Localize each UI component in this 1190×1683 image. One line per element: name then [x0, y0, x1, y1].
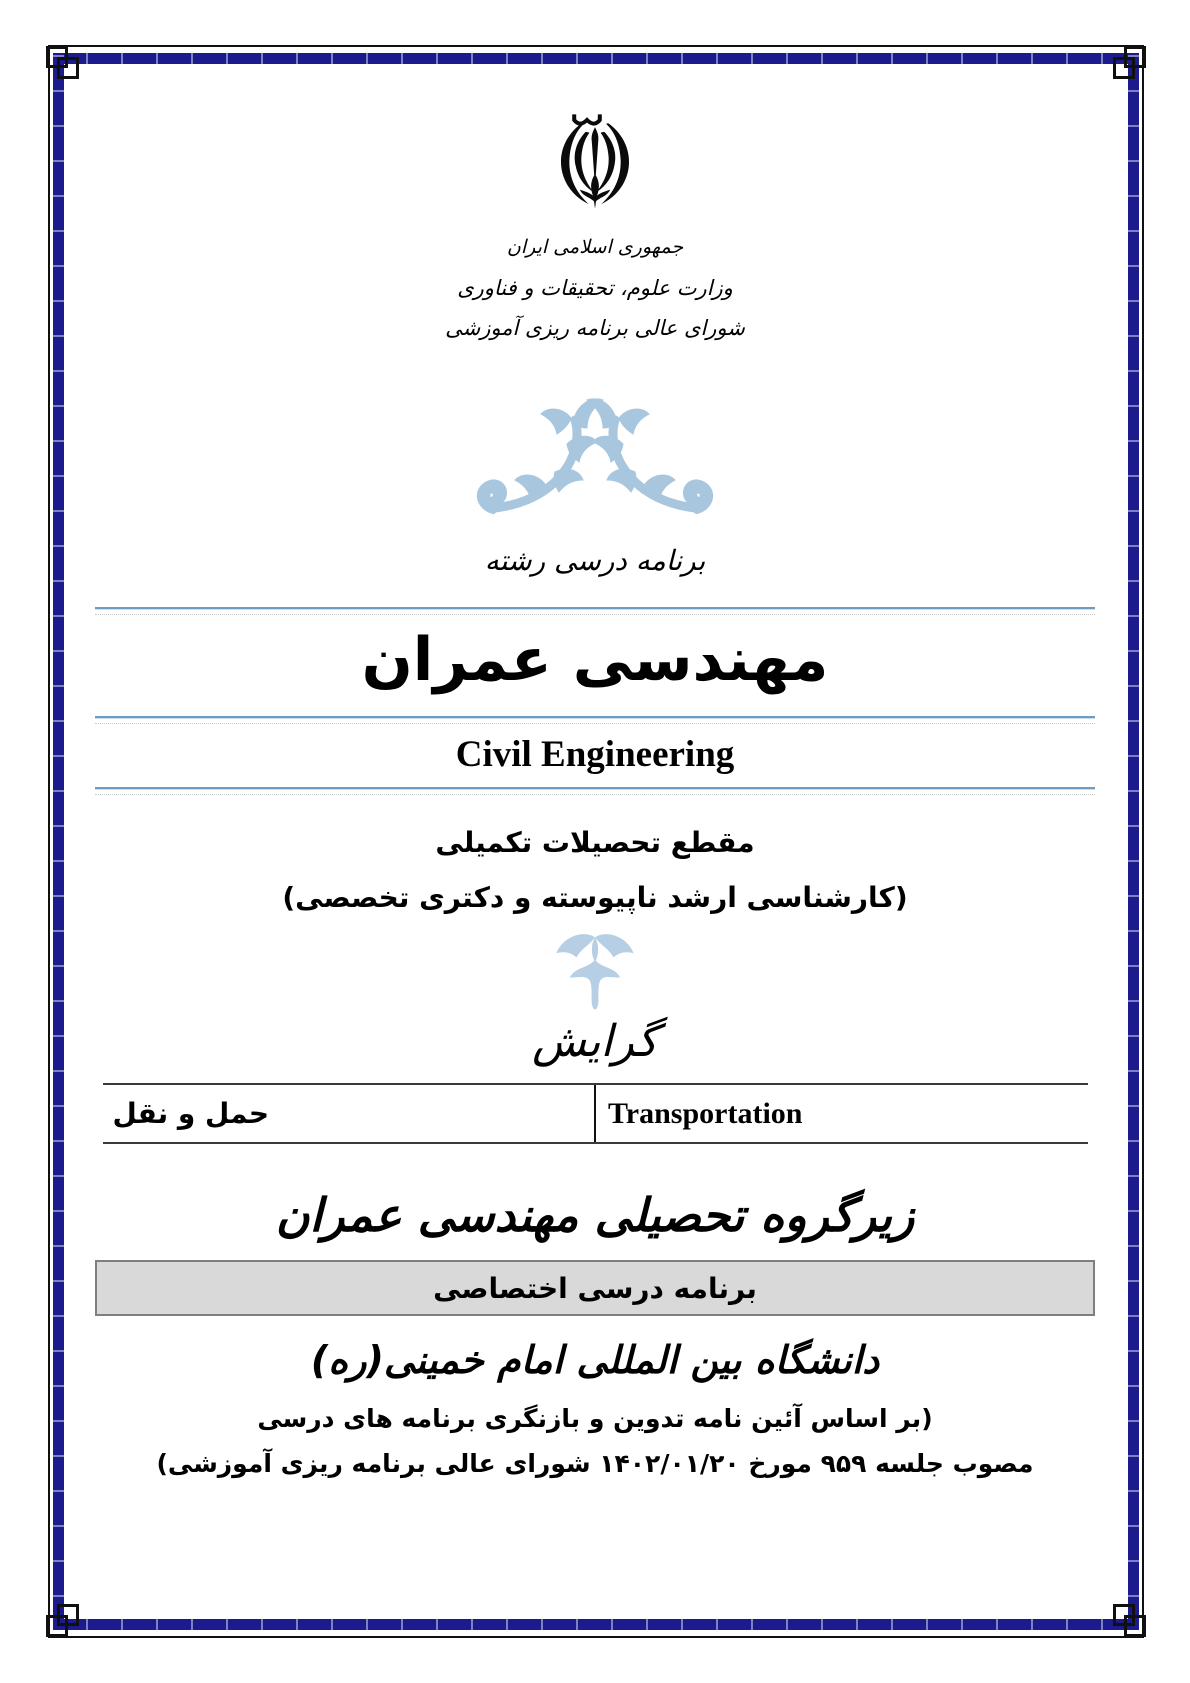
divider-rule: [95, 607, 1095, 610]
corner-ornament-icon: [1113, 57, 1135, 79]
page-border-band-left: [53, 53, 64, 1630]
header-ministry-line: وزارت علوم، تحقیقات و فناوری: [457, 276, 733, 300]
orientation-label: گرایش: [532, 1016, 658, 1068]
banner-bar: [95, 1260, 1095, 1316]
university-title: دانشگاه بین المللی امام خمینی(ره): [310, 1338, 880, 1383]
orientation-cell-fa: [103, 1085, 597, 1142]
footnote-line-2: مصوب جلسه ۹۵۹ مورخ ۱۴۰۲/۰۱/۲۰ شورای عالی برنامه ریزی آموزشی): [156, 1449, 1034, 1479]
level-title: مقطع تحصیلات تکمیلی: [435, 826, 755, 860]
divider-rule: [95, 716, 1095, 719]
orientation-cell-en: [596, 1085, 1088, 1142]
page-border-band-bottom: [53, 1619, 1139, 1630]
page-title-fa: مهندسی عمران: [361, 625, 829, 695]
orientation-value-fa: حمل و نقل: [112, 1097, 270, 1131]
header-council-line: شورای عالی برنامه ریزی آموزشی: [445, 316, 745, 340]
page-border-band-right: [1128, 53, 1139, 1630]
footnote-line-1: (بر اساس آئین نامه تدوین و بازنگری برنامه های درسی: [257, 1404, 933, 1434]
program-label: برنامه درسی رشته: [484, 544, 706, 577]
subgroup-title: زیرگروه تحصیلی مهندسی عمران: [275, 1188, 915, 1243]
orientation-table: [103, 1083, 1088, 1144]
corner-ornament-icon: [1113, 1604, 1135, 1626]
corner-ornament-icon: [57, 57, 79, 79]
iran-national-emblem-icon: [95, 108, 1095, 224]
cover-content: [95, 63, 1095, 1478]
corner-ornament-icon: [57, 1604, 79, 1626]
level-detail: (کارشناسی ارشد ناپیوسته و دکتری تخصصی): [282, 881, 908, 915]
small-floral-ornament-icon: [95, 928, 1095, 1016]
banner-label: برنامه درسی اختصاصی: [433, 1271, 757, 1305]
header-country-line: جمهوری اسلامی ایران: [506, 236, 684, 258]
floral-flourish-icon: [95, 388, 1095, 530]
page-title-en: Civil Engineering: [455, 734, 735, 775]
orientation-value-en: Transportation: [608, 1096, 803, 1130]
divider-rule: [95, 787, 1095, 790]
